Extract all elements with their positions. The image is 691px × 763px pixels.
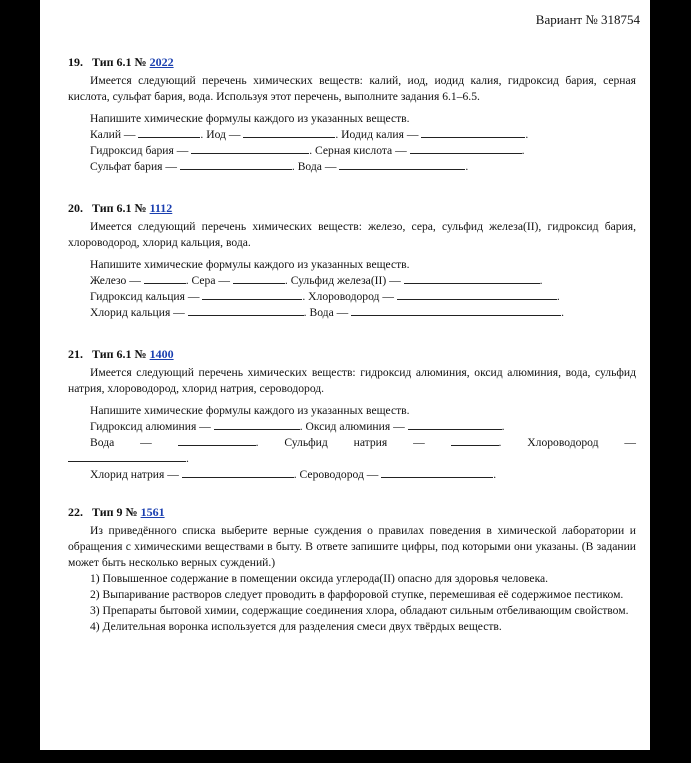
answer-blank[interactable] bbox=[381, 467, 493, 478]
answer-blank[interactable] bbox=[68, 451, 186, 462]
answer-blank[interactable] bbox=[188, 305, 304, 316]
task-header: 20. Тип 6.1 № 1112 bbox=[68, 201, 173, 215]
answer-blank[interactable] bbox=[214, 419, 300, 430]
option-2: 2) Выпаривание растворов следует проводить в фарфоровой ступке, перемешивая её содержимое пестиком. bbox=[90, 588, 624, 601]
answer-blank[interactable] bbox=[233, 273, 285, 284]
task-instruction: Напишите химические формулы каждого из указанных веществ. bbox=[90, 258, 410, 271]
answer-blank[interactable] bbox=[404, 273, 540, 284]
task-text: Имеется следующий перечень химических веществ: гидроксид алюминия, оксид алюминия, вода, сульфид натрия, хлороводород, хлорид натрия, сероводород. bbox=[68, 366, 636, 395]
task-instruction: Напишите химические формулы каждого из указанных веществ. bbox=[90, 112, 410, 125]
task-link[interactable]: 1112 bbox=[149, 201, 173, 215]
task-header: 19. Тип 6.1 № 2022 bbox=[68, 55, 174, 69]
answer-blank[interactable] bbox=[144, 273, 186, 284]
answer-blank[interactable] bbox=[178, 435, 256, 446]
answer-blank[interactable] bbox=[339, 159, 465, 170]
answer-blank[interactable] bbox=[421, 127, 525, 138]
task-text: Из приведённого списка выберите верные суждения о правилах поведения в химической лаборатории и обращения с химическими веществами в быту. В ответе запишите цифры, под которыми они указаны. (В задании может быть несколько верных суждений.) bbox=[68, 524, 636, 569]
task-link[interactable]: 1561 bbox=[140, 505, 165, 519]
answer-blank[interactable] bbox=[408, 419, 502, 430]
option-4: 4) Делительная воронка используется для разделения смеси двух твёрдых веществ. bbox=[90, 620, 502, 633]
answer-row: Сульфат бария — . Вода — . bbox=[90, 160, 469, 173]
answer-blank[interactable] bbox=[202, 289, 302, 300]
task-text: Имеется следующий перечень химических веществ: калий, иод, иодид калия, гидроксид бария, серная кислота, сульфат бария, вода. Используя этот перечень, выполните задания 6.1–6.5. bbox=[68, 74, 636, 103]
answer-row: Гидроксид алюминия — . Оксид алюминия — . bbox=[90, 420, 505, 433]
answer-blank[interactable] bbox=[243, 127, 335, 138]
answer-row: Гидроксид кальция — . Хлороводород — . bbox=[90, 290, 560, 303]
task-link[interactable]: 2022 bbox=[149, 55, 174, 69]
document-page bbox=[40, 0, 650, 750]
answer-row: Вода — . Сульфид натрия — . Хлороводород — bbox=[90, 436, 636, 449]
task-link[interactable]: 1400 bbox=[149, 347, 174, 361]
variant-number: Вариант № 318754 bbox=[535, 12, 640, 27]
option-3: 3) Препараты бытовой химии, содержащие соединения хлора, обладают сильным отбеливающим свойством. bbox=[90, 604, 629, 617]
task-19 bbox=[68, 54, 636, 175]
answer-row: Хлорид натрия — . Сероводород — . bbox=[90, 468, 497, 481]
task-header: 22. Тип 9 № 1561 bbox=[68, 505, 165, 519]
option-1: 1) Повышенное содержание в помещении оксида углерода(II) опасно для здоровья человека. bbox=[90, 572, 549, 585]
answer-blank[interactable] bbox=[351, 305, 561, 316]
answer-row: Железо — . Сера — . Сульфид железа(II) — . bbox=[90, 274, 543, 287]
task-20 bbox=[68, 200, 636, 321]
task-22 bbox=[68, 504, 636, 635]
task-instruction: Напишите химические формулы каждого из указанных веществ. bbox=[90, 404, 410, 417]
answer-row: Калий — . Иод — . Иодид калия — . bbox=[90, 128, 529, 141]
answer-row-continuation: . bbox=[68, 451, 636, 467]
task-text: Имеется следующий перечень химических веществ: железо, сера, сульфид железа(II), гидроксид бария, хлороводород, хлорид кальция, вода. bbox=[68, 220, 636, 249]
task-header: 21. Тип 6.1 № 1400 bbox=[68, 347, 174, 361]
task-21 bbox=[68, 346, 636, 483]
answer-blank[interactable] bbox=[410, 143, 522, 154]
answer-row: Гидроксид бария — . Серная кислота — . bbox=[90, 144, 525, 157]
answer-blank[interactable] bbox=[180, 159, 292, 170]
answer-row: Хлорид кальция — . Вода — . bbox=[90, 306, 565, 319]
answer-blank[interactable] bbox=[182, 467, 294, 478]
answer-blank[interactable] bbox=[451, 435, 499, 446]
answer-blank[interactable] bbox=[397, 289, 557, 300]
answer-blank[interactable] bbox=[138, 127, 200, 138]
answer-blank[interactable] bbox=[191, 143, 309, 154]
